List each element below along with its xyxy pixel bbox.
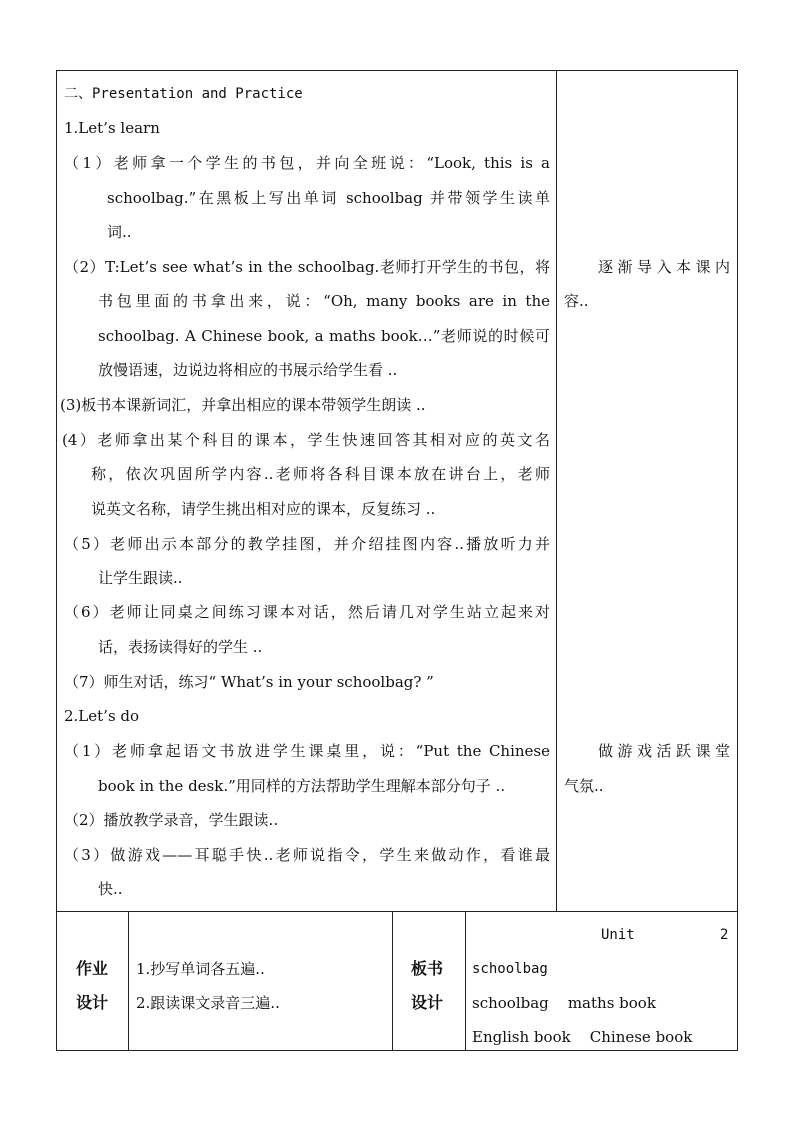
learn-item-2-line-2: 书包里面的书拿出来，说：“Oh, many books are in the <box>98 292 550 310</box>
do-item-1-line-2: book in the desk.”用同样的方法帮助学生理解本部分句子 .. <box>98 777 506 795</box>
homework-item-1: 1.抄写单词各五遍.. <box>136 960 265 978</box>
homework-label-line-2: 设计 <box>76 993 109 1012</box>
do-item-3-line-2: 快.. <box>98 880 123 898</box>
board-title-number: 2 <box>720 927 729 943</box>
board-line-3: English book Chinese book <box>472 1028 693 1046</box>
side-note-1-line-2: 容.. <box>564 292 589 310</box>
learn-item-5-line-1: （5）老师出示本部分的教学挂图，并介绍挂图内容..播放听力并 <box>64 535 550 553</box>
do-item-2-line-1: （2）播放教学录音，学生跟读.. <box>64 811 279 829</box>
board-label-line-1: 板书 <box>411 959 444 978</box>
board-line-1: schoolbag <box>472 961 548 977</box>
board-title-unit: Unit <box>601 927 635 943</box>
learn-item-7-line-1: （7）师生对话，练习“ What’s in your schoolbag? ” <box>64 673 434 691</box>
learn-item-5-line-2: 让学生跟读.. <box>98 569 183 587</box>
learn-item-4-line-1: (4）老师拿出某个科目的课本，学生快速回答其相对应的英文名 <box>62 431 550 449</box>
learn-item-4-line-3: 说英文名称，请学生挑出相对应的课本，反复练习 .. <box>91 500 436 518</box>
learn-item-2-line-3: schoolbag. A Chinese book, a maths book…”老师说的时候可 <box>98 327 550 345</box>
side-note-2-line-2: 气氛.. <box>564 777 604 795</box>
learn-item-4-line-2: 称，依次巩固所学内容..老师将各科目课本放在讲台上，老师 <box>91 465 550 483</box>
learn-item-1-line-1: （1）老师拿一个学生的书包，并向全班说：“Look, this is a <box>64 154 550 172</box>
do-item-3-line-1: （3）做游戏——耳聪手快..老师说指令，学生来做动作，看谁最 <box>64 846 550 864</box>
side-note-2-line-1: 做游戏活跃课堂 <box>598 742 730 760</box>
learn-item-1-line-3: 词.. <box>107 223 132 241</box>
board-line-2: schoolbag maths book <box>472 994 656 1012</box>
lets-do-heading: 2.Let’s do <box>64 707 140 725</box>
homework-item-2: 2.跟读课文录音三遍.. <box>136 994 280 1012</box>
lower-divider-1 <box>128 911 129 1051</box>
upper-column-divider <box>556 70 557 912</box>
side-note-1-line-1: 逐渐导入本课内 <box>598 258 730 276</box>
homework-label-line-1: 作业 <box>76 959 109 978</box>
learn-item-3-line-1: (3)板书本课新词汇，并拿出相应的课本带领学生朗读 .. <box>60 396 426 414</box>
section-title: 二、Presentation and Practice <box>64 86 303 102</box>
lower-divider-2 <box>392 911 393 1051</box>
learn-item-6-line-2: 话，表扬读得好的学生 .. <box>98 638 263 656</box>
learn-item-2-line-4: 放慢语速，边说边将相应的书展示给学生看 .. <box>98 361 398 379</box>
learn-item-1-line-2: schoolbag.”在黑板上写出单词 schoolbag 并带领学生读单 <box>107 189 550 207</box>
learn-item-6-line-1: （6）老师让同桌之间练习课本对话，然后请几对学生站立起来对 <box>64 603 550 621</box>
lets-learn-heading: 1.Let’s learn <box>64 119 160 137</box>
learn-item-2-line-1: （2）T:Let’s see what’s in the schoolbag.老师打开学生的书包，将 <box>64 258 550 276</box>
lower-divider-3 <box>465 911 466 1051</box>
do-item-1-line-1: （1）老师拿起语文书放进学生课桌里，说：“Put the Chinese <box>64 742 550 760</box>
board-label-line-2: 设计 <box>411 993 444 1012</box>
